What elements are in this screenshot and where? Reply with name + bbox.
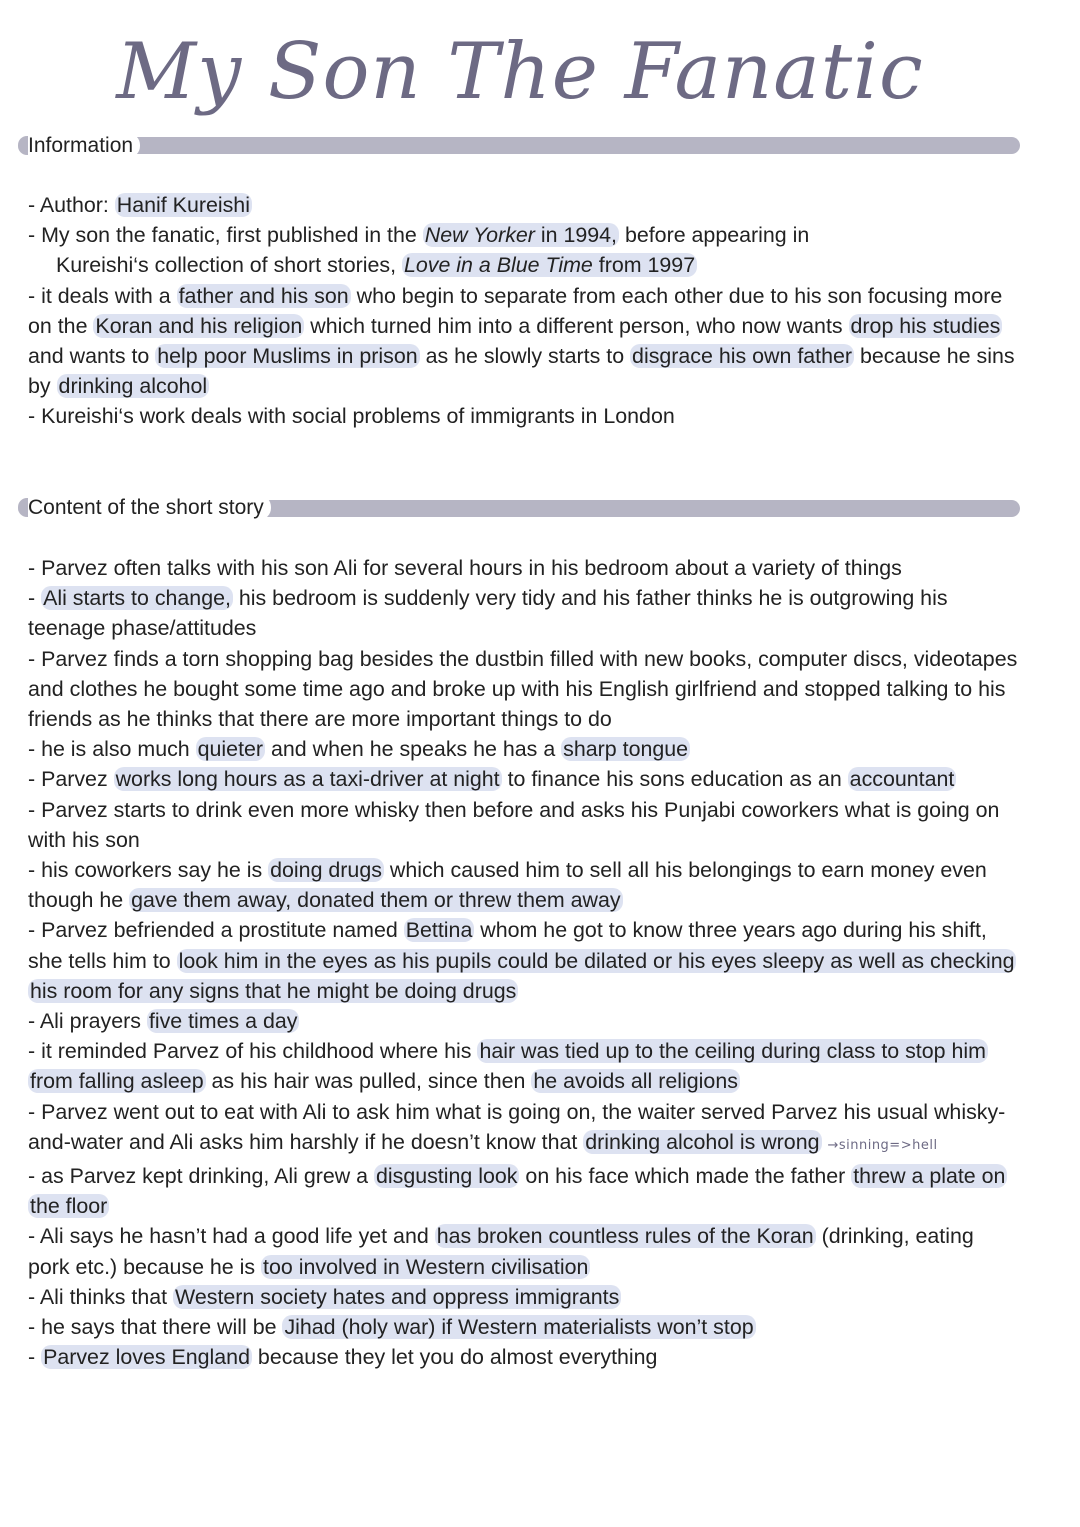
highlight: gave them away, donated them or threw them away (131, 888, 621, 913)
section-heading-content (18, 495, 271, 520)
content-bullet: - it reminded Parvez of his childhood where his hair was tied up to the ceiling during class to stop him from falling asleep as his hair was pulled, since then he avoids all religions (28, 1039, 986, 1094)
information-body (28, 190, 1018, 432)
highlight: he avoids all religions (533, 1069, 738, 1094)
content-bullet: - Parvez went out to eat with Ali to ask him what is going on, the waiter served Parvez his usual whisky-and-water and Ali asks him harshly if he doesn’t know that drinking alcohol is wrong →sinning=>hell (28, 1099, 1006, 1154)
section-heading-label: Content of the short story (28, 496, 264, 519)
section-divider-information (18, 137, 1020, 154)
highlight: disgusting look (375, 1164, 518, 1189)
highlight: five times a day (148, 1009, 298, 1034)
content-bullet: - Ali prayers five times a day (28, 1009, 298, 1034)
content-bullet: - Parvez finds a torn shopping bag besides the dustbin filled with new books, computer discs, videotapes and clothes he bought some time ago and broke up with his English girlfriend and stopped talking to his friends as he thinks that there are more important things to do (28, 646, 1018, 732)
info-theme-paragraph: - it deals with a father and his son who begin to separate from each other due to his son focusing more on the Koran and his religion which turned him into a different person, who now wants drop his studies and wants to help poor Muslims in prison as he slowly starts to disgrace his own father because he sins by drinking alcohol (28, 283, 1015, 399)
highlight: help poor Muslims in prison (157, 344, 418, 369)
highlight: has broken countless rules of the Koran (436, 1224, 814, 1249)
highlight: sharp tongue (563, 737, 689, 762)
highlight: look him in the eyes as his pupils could be dilated or his eyes sleepy as well as checking his room for any signs that he might be doing drugs (30, 948, 1015, 1003)
highlight: Love in a Blue Time from 1997 (403, 253, 696, 278)
highlight: Western society hates and oppress immigrants (175, 1284, 620, 1309)
highlight: hair was tied up to the ceiling during class to stop him from falling asleep (30, 1039, 986, 1094)
content-bullet: - Ali says he hasn’t had a good life yet and has broken countless rules of the Koran (drinking, eating pork etc.) because he is too involved in Western civilisation (28, 1224, 974, 1279)
highlight: too involved in Western civilisation (263, 1254, 589, 1279)
page-title: My Son The Fanatic (116, 27, 924, 117)
content-bullet: - Parvez starts to drink even more whisky then before and asks his Punjabi coworkers what is going on with his son (28, 797, 1000, 852)
content-bullet: - Parvez loves England because they let you do almost everything (28, 1345, 658, 1370)
section-heading-label: Information (28, 134, 134, 157)
highlight: threw a plate on the floor (30, 1164, 1006, 1219)
content-body (28, 553, 1018, 1372)
content-bullet: - Parvez befriended a prostitute named Bettina whom he got to know three years ago during his shift, she tells him to look him in the eyes as his pupils could be dilated or his eyes sleepy as well as checking his room for any signs that he might be doing drugs (28, 918, 1015, 1003)
content-bullet: - Ali thinks that Western society hates and oppress immigrants (28, 1284, 620, 1309)
content-bullet: - his coworkers say he is doing drugs which caused him to sell all his belongings to earn money even though he gave them away, donated them or threw them away (28, 858, 987, 913)
highlight: Koran and his religion (95, 313, 303, 338)
content-bullet: - Parvez often talks with his son Ali for several hours in his bedroom about a variety of things (28, 556, 902, 580)
info-collection-line: Kureishi‘s collection of short stories, Love in a Blue Time from 1997 (56, 253, 696, 278)
content-bullet: - Parvez works long hours as a taxi-driver at night to finance his sons education as an accountant (28, 767, 955, 792)
info-author-line: - Author: Hanif Kureishi (28, 193, 250, 217)
highlight: Hanif Kureishi (116, 193, 250, 217)
handwritten-annotation: →sinning=>hell (827, 1137, 938, 1153)
highlight: quieter (197, 737, 264, 762)
highlight: Jihad (holy war) if Western materialists won’t stop (284, 1315, 754, 1340)
highlight: Ali starts to change, (43, 586, 231, 611)
highlight: father and his son (178, 283, 349, 308)
content-bullet: - he is also much quieter and when he speaks he has a sharp tongue (28, 737, 689, 762)
highlight: New Yorker in 1994, (424, 223, 617, 248)
highlight: Parvez loves England (43, 1345, 250, 1370)
info-publication-line: - My son the fanatic, first published in the New Yorker in 1994, before appearing in (28, 223, 810, 248)
content-bullet: - as Parvez kept drinking, Ali grew a disgusting look on his face which made the father threw a plate on the floor (28, 1164, 1006, 1219)
highlight: drinking alcohol is wrong (585, 1129, 820, 1154)
content-bullet: - Ali starts to change, his bedroom is suddenly very tidy and his father thinks he is outgrowing his teenage phase/attitudes (28, 586, 948, 641)
info-social-problems-line: - Kureishi‘s work deals with social problems of immigrants in London (28, 404, 675, 429)
highlight: works long hours as a taxi-driver at night (115, 767, 500, 792)
highlight: drinking alcohol (58, 374, 208, 399)
highlight: doing drugs (270, 858, 382, 883)
highlight: disgrace his own father (632, 344, 853, 369)
highlight: drop his studies (850, 313, 1001, 338)
content-bullet: - he says that there will be Jihad (holy war) if Western materialists won’t stop (28, 1315, 754, 1340)
highlight: Bettina (405, 918, 473, 943)
section-heading-information (18, 133, 140, 158)
highlight: accountant (849, 767, 955, 792)
